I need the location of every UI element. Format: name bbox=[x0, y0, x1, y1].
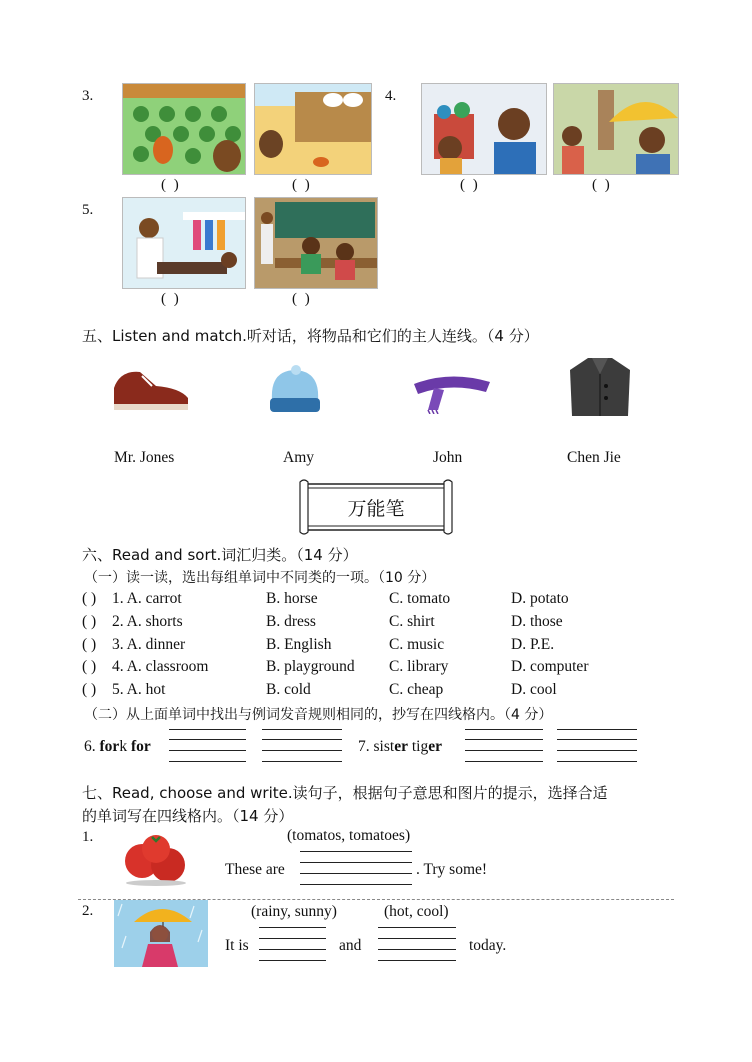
q7-writing-line-2[interactable] bbox=[557, 729, 637, 761]
choice-option-b: B. horse bbox=[266, 590, 318, 607]
choice-option-c: C. tomato bbox=[389, 590, 451, 607]
part7-title-line2: 的单词写在四线格内。（14 分） bbox=[82, 807, 294, 825]
picture-5a bbox=[122, 197, 246, 289]
picture-5b bbox=[254, 197, 378, 289]
q2-options-temperature: (hot, cool) bbox=[384, 903, 449, 920]
q1-sentence-before: These are bbox=[225, 861, 285, 878]
answer-paren[interactable]: ( ) bbox=[82, 635, 97, 653]
answer-paren[interactable]: ( ) bbox=[82, 681, 97, 699]
choice-option-d: D. potato bbox=[511, 590, 569, 607]
choice-option-a: 2. A. shorts bbox=[112, 612, 183, 630]
choice-option-d: D. P.E. bbox=[511, 635, 555, 653]
choice-option-b: B. cold bbox=[266, 681, 311, 699]
answer-paren[interactable]: ( ) bbox=[82, 590, 97, 607]
choice-option-a: 3. A. dinner bbox=[112, 635, 186, 653]
part5-title: 五、Listen and match.听对话，将物品和它们的主人连线。（4 分） bbox=[82, 327, 539, 345]
owner-name-2: Amy bbox=[283, 449, 314, 466]
q6-example-words: 6. fork for bbox=[84, 738, 151, 755]
q2-today: today. bbox=[469, 937, 507, 954]
answer-paren-3b[interactable]: ( ) bbox=[292, 177, 312, 193]
part6-title: 六、Read and sort.词汇归类。（14 分） bbox=[82, 546, 358, 564]
picture-3a bbox=[122, 83, 246, 175]
q2-writing-line-2[interactable] bbox=[378, 927, 456, 960]
answer-paren-4a[interactable]: ( ) bbox=[460, 177, 480, 193]
girl-umbrella-rain-icon bbox=[114, 900, 208, 967]
owner-name-3: John bbox=[433, 449, 463, 466]
picture-4b bbox=[553, 83, 679, 175]
choice-option-a: 1. A. carrot bbox=[112, 590, 182, 607]
hat-icon bbox=[266, 364, 324, 416]
q2-it-is: It is bbox=[225, 937, 249, 954]
classroom-icon bbox=[255, 198, 377, 288]
q7-example-words: 7. sister tiger bbox=[358, 738, 442, 755]
question-number-4: 4. bbox=[385, 88, 397, 104]
q2-and: and bbox=[339, 937, 362, 954]
q2-options-weather: (rainy, sunny) bbox=[251, 903, 337, 920]
choice-option-c: C. music bbox=[389, 635, 445, 653]
choice-option-b: B. English bbox=[266, 635, 332, 653]
picture-4a bbox=[421, 83, 547, 175]
tomatoes-icon bbox=[120, 831, 192, 887]
kids-cathedral-icon bbox=[422, 84, 546, 174]
p7-question-number-2: 2. bbox=[82, 903, 94, 919]
question-number-3: 3. bbox=[82, 88, 94, 104]
choice-option-d: D. those bbox=[511, 612, 563, 630]
q2-writing-line-1[interactable] bbox=[259, 927, 326, 960]
choice-option-a: 4. A. classroom bbox=[112, 658, 209, 676]
coat-icon bbox=[566, 354, 634, 420]
q1-sentence-after: . Try some! bbox=[416, 861, 488, 878]
choice-option-d: D. computer bbox=[511, 658, 589, 676]
answer-paren[interactable]: ( ) bbox=[82, 612, 97, 630]
p7-question-number-1: 1. bbox=[82, 829, 94, 845]
owner-name-1: Mr. Jones bbox=[114, 449, 175, 466]
answer-paren[interactable]: ( ) bbox=[82, 658, 97, 676]
q6-writing-line-1[interactable] bbox=[169, 729, 246, 761]
answer-paren-5a[interactable]: ( ) bbox=[161, 291, 181, 307]
choice-option-b: B. playground bbox=[266, 658, 355, 676]
part6-sub1: （一）读一读，选出每组单词中不同类的一项。（10 分） bbox=[84, 570, 436, 586]
choice-option-c: C. cheap bbox=[389, 681, 444, 699]
owner-name-4: Chen Jie bbox=[567, 449, 621, 466]
choice-option-a: 5. A. hot bbox=[112, 681, 166, 699]
picture-3b bbox=[254, 83, 372, 175]
choice-option-d: D. cool bbox=[511, 681, 557, 699]
banner-text: 万能笔 bbox=[347, 498, 405, 520]
part7-title: 七、Read, choose and write.读句子，根据句子意思和图片的提示，选择合适 bbox=[82, 784, 608, 802]
answer-paren-4b[interactable]: ( ) bbox=[592, 177, 612, 193]
part6-sub2: （二）从上面单词中找出与例词发音规则相同的，抄写在四线格内。（4 分） bbox=[84, 707, 553, 723]
q7-writing-line-1[interactable] bbox=[465, 729, 543, 761]
q1-options: (tomatos, tomatoes) bbox=[287, 827, 411, 844]
question-number-5: 5. bbox=[82, 202, 94, 218]
shoe-icon bbox=[110, 364, 192, 412]
choice-option-c: C. library bbox=[389, 658, 449, 676]
choice-option-c: C. shirt bbox=[389, 612, 435, 630]
squirrel-bear-garden-icon bbox=[123, 84, 245, 174]
kids-umbrella-clocktower-icon bbox=[554, 84, 678, 174]
choice-option-b: B. dress bbox=[266, 612, 316, 630]
answer-paren-5b[interactable]: ( ) bbox=[292, 291, 312, 307]
answer-paren-3a[interactable]: ( ) bbox=[161, 177, 181, 193]
q1-writing-line[interactable] bbox=[300, 851, 412, 884]
cows-truck-icon bbox=[255, 84, 371, 174]
scarf-icon bbox=[404, 366, 496, 414]
shop-clothes-icon bbox=[123, 198, 245, 288]
q6-writing-line-2[interactable] bbox=[262, 729, 342, 761]
